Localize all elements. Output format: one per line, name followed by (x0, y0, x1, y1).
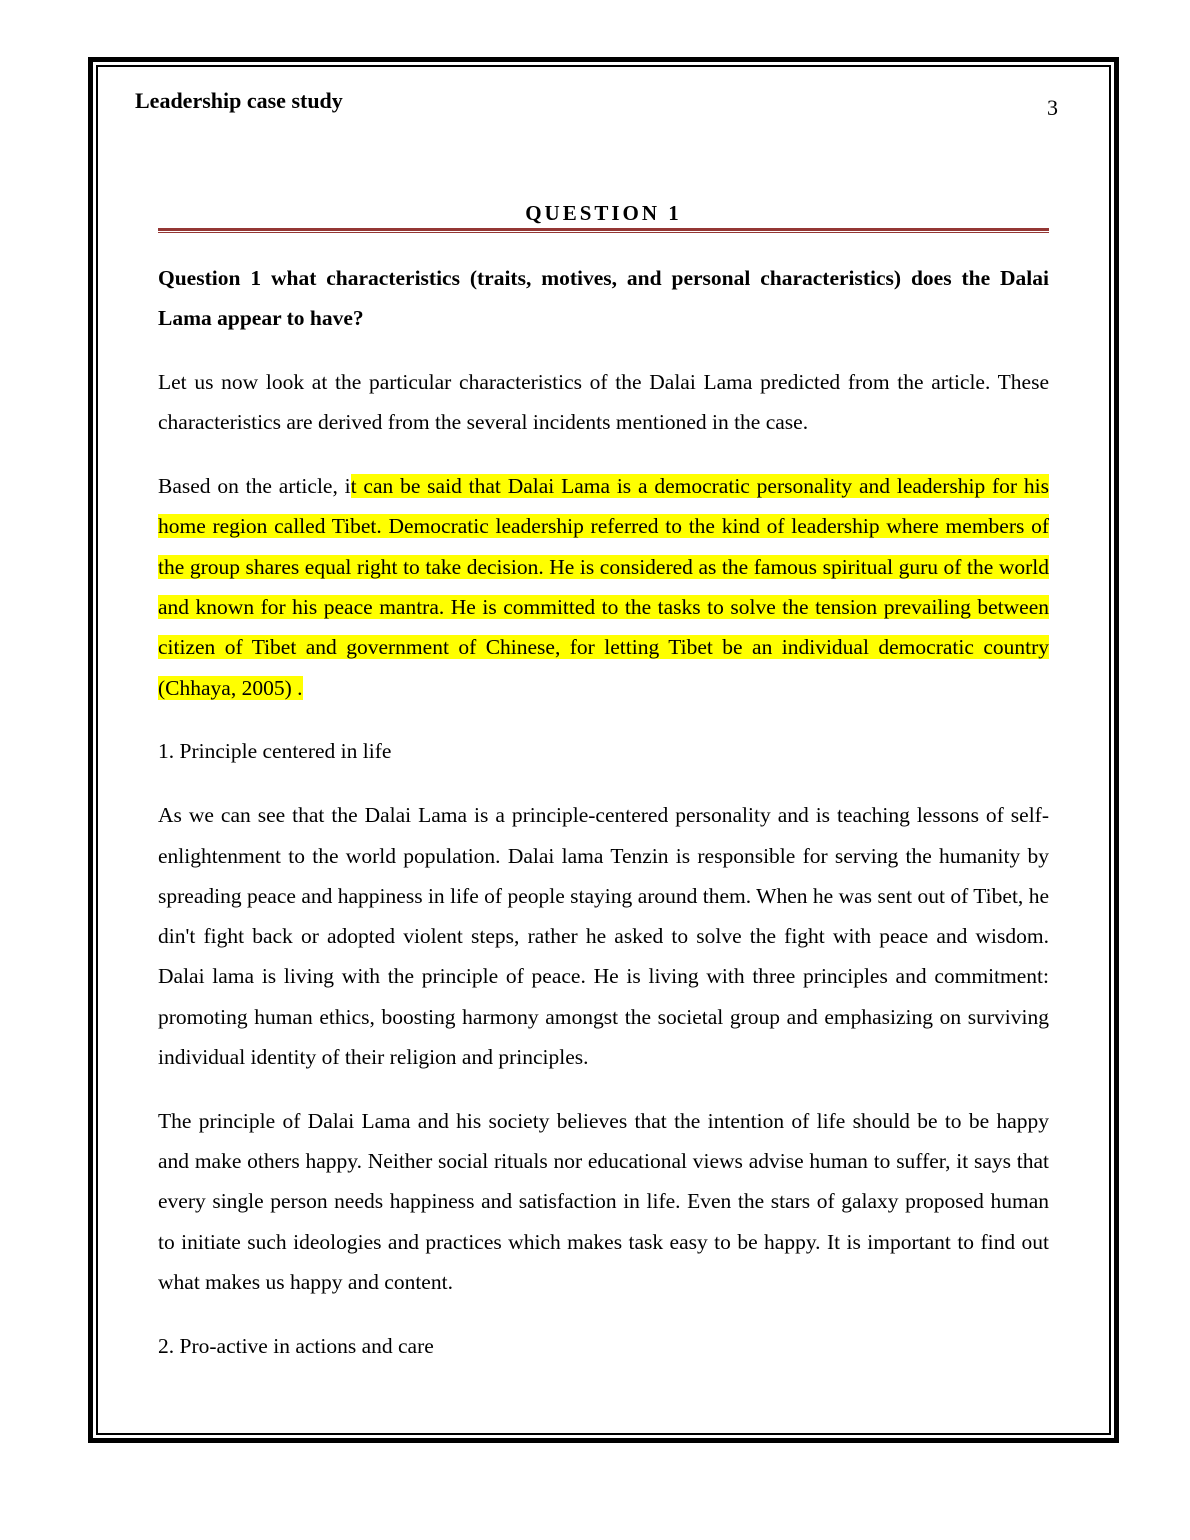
point1-paragraph-1: As we can see that the Dalai Lama is a principle-centered personality and is teaching lessons of self-enlightenment to the world population. Dalai lama Tenzin is responsible for serving the humanity by spreading peace and happiness in life of people staying around them. When he was sent out of Tibet, he din't fight back or adopted violent steps, rather he asked to solve the fight with peace and wisdom. Dalai lama is living with the principle of peace. He is living with three principles and commitment: promoting human ethics, boosting harmony amongst the societal group and emphasizing on surviving individual identity of their religion and principles. (158, 803, 1049, 1070)
highlighted-text: t can be said that Dalai Lama is a democratic personality and leadership for his home region called Tibet. Democratic leadership referred to the kind of leadership where members of the group shares equal right to take decision. He is considered as the famous spiritual guru of the world and known for his peace mantra. He is committed to the tasks to solve the tension prevailing between citizen of Tibet and government of Chinese, for letting Tibet be an individual democratic country (Chhaya, 2005) . (158, 474, 1049, 700)
question-text: Question 1 what characteristics (traits, motives, and personal characteristics) does the Dalai Lama appear to have? (158, 266, 1049, 331)
heading-underline-rule (158, 228, 1049, 233)
point2-heading: 2. Pro-active in actions and care (158, 1333, 434, 1358)
running-header-title: Leadership case study (135, 88, 343, 113)
page-number: 3 (1047, 95, 1058, 120)
document-body (158, 198, 1049, 1366)
highlighted-paragraph (158, 466, 1049, 708)
intro-paragraph: Let us now look at the particular characteristics of the Dalai Lama predicted from the article. These characteristics are derived from the several incidents mentioned in the case. (158, 370, 1049, 435)
paragraph-prefix: Based on the article, i (158, 474, 351, 499)
point1-paragraph-2: The principle of Dalai Lama and his society believes that the intention of life should be to be happy and make others happy. Neither social rituals nor educational views advise human to suffer, it says that every single person needs happiness and satisfaction in life. Even the stars of galaxy proposed human to initiate such ideologies and practices which makes task easy to be happy. It is important to find out what makes us happy and content. (158, 1108, 1049, 1295)
point1-heading: 1. Principle centered in life (158, 739, 392, 764)
section-heading: QUESTION 1 (525, 201, 682, 225)
